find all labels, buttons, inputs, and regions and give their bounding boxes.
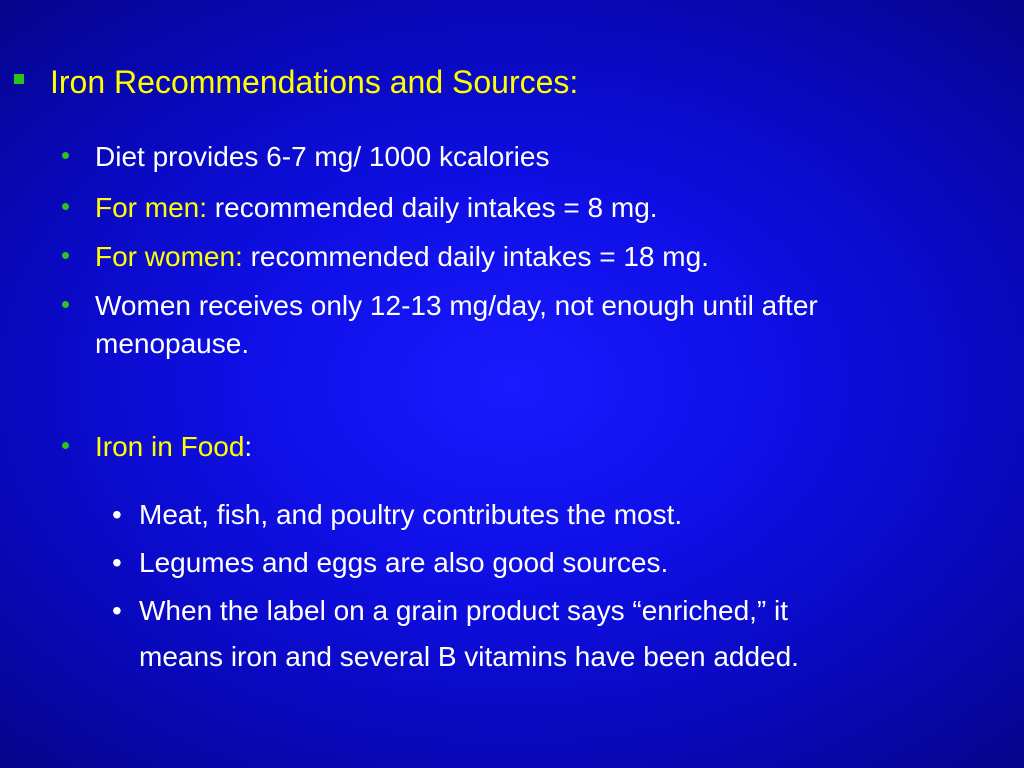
dot-bullet-icon [62,442,69,449]
dot-bullet-icon [62,252,69,259]
bullet-body: recommended daily intakes = 18 mg. [242,241,709,272]
bullet-highlight: For men: [95,192,208,223]
bullet-highlight: Iron in Food [95,431,245,462]
bullet-body: recommended daily intakes = 8 mg. [207,192,658,223]
bullet-text: Diet provides 6-7 mg/ 1000 kcalories [95,141,550,172]
dot-bullet-icon [62,152,69,159]
dot-bullet-icon: • [112,547,122,578]
bullet-line-1: Women receives only 12-13 mg/day, not enough until after [95,290,818,321]
bullet-text [95,428,1000,466]
sub-bullet-line-2: means iron and several B vitamins have been added. [139,641,799,672]
sub-bullet-text: Legumes and eggs are also good sources. [139,547,669,578]
sub-bullet-text: Meat, fish, and poultry contributes the most. [139,499,683,530]
dot-bullet-icon: • [112,499,122,530]
sub-bullet-line-1: When the label on a grain product says “enriched,” it [139,595,789,626]
dot-bullet-icon [62,301,69,308]
dot-bullet-icon: • [112,595,122,626]
bullet-text [95,189,1000,227]
slide-title: Iron Recommendations and Sources: [50,64,579,100]
slide-title-row [10,62,1000,106]
bullet-text [95,238,1000,276]
dot-bullet-icon [62,203,69,210]
bullet-body: : [244,431,253,462]
square-bullet-icon [14,74,24,84]
bullet-highlight: For women: [95,241,243,272]
bullet-text [95,287,1000,363]
sub-bullet-text [139,588,989,680]
bullet-line-2: menopause. [95,328,250,359]
